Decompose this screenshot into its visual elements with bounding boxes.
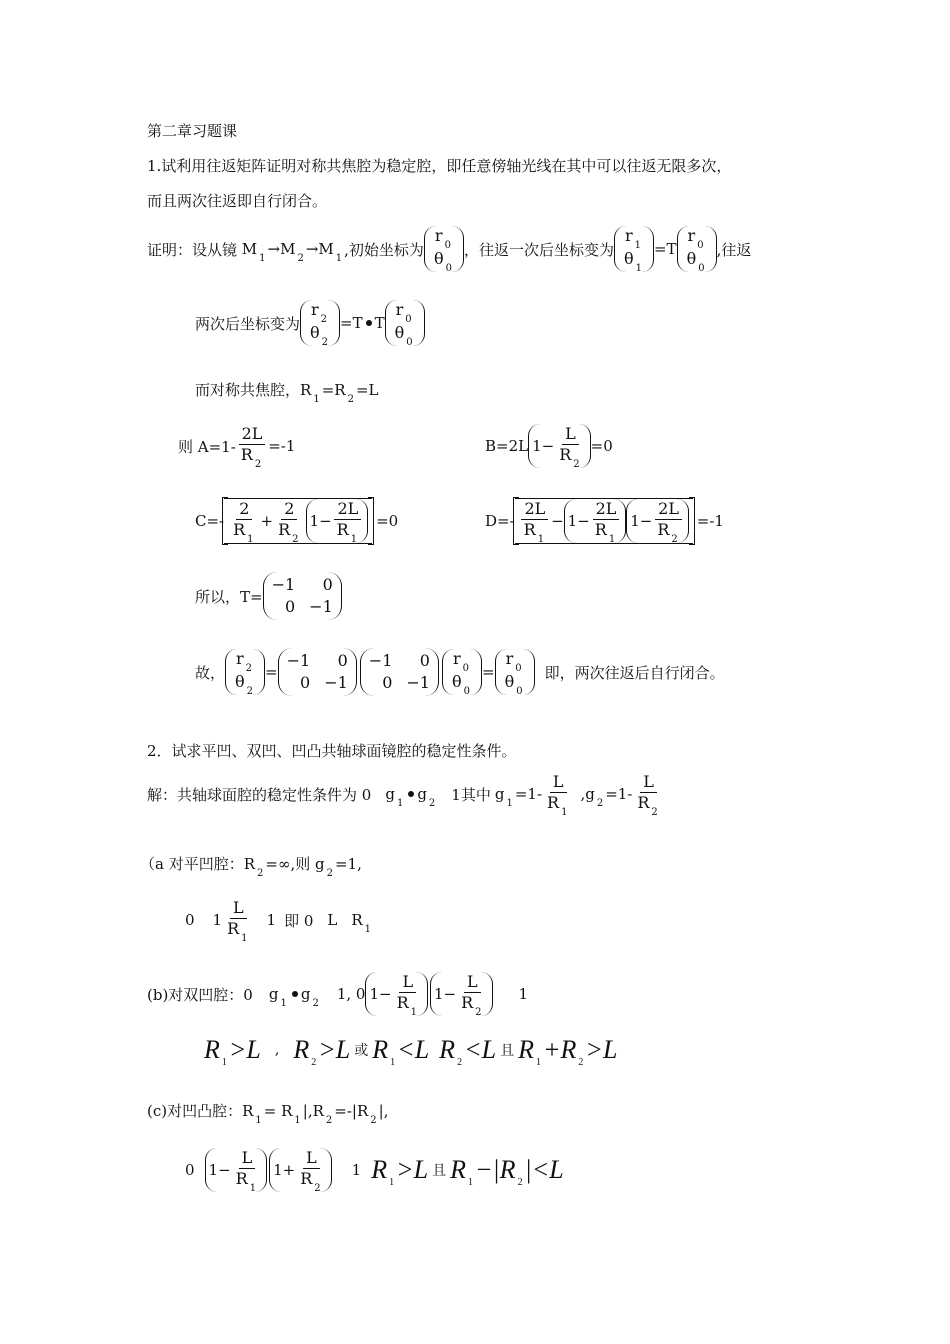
problem2-heading: 2．试求平凹、双凹、凹凸共轴球面镜腔的稳定性条件。 (147, 742, 517, 760)
coord-text: ,初始坐标为 (344, 240, 424, 259)
T-matrix-line: 所以，T= −1 0 0 −1 (195, 572, 342, 620)
proof-line: 证明：设从镜 $M_1\to M_2\to M_1$ ,初始坐标为 $r_0$ $\theta_0$ ，往返一次后坐标变为 $r_1$ $\theta_1$ =T $r_0$ $\theta_0$ ,往返 (147, 226, 752, 274)
twice-prefix: ,往返 (716, 240, 752, 259)
case-c-inequality: 0 1− $\frac{L}{R_1}$ 1+ $\frac{L}{R_2}$ 1 R $_1$>L 且 R $_1$−|R $_2$|<L (185, 1148, 564, 1194)
twice-line: 两次后坐标变为 $r_2$ $\theta_2$ =T T $r_0$ $\theta_0$ (195, 300, 425, 346)
case-b-conditions: R $_1$>L , R $_2$>L 或 R $_1$<L R $_2$<L 且 R $_1$+R $_2$>L (204, 1035, 618, 1068)
case-a-inequality: 0 1 $\frac{L}{R_1}$ 1 即 0 L $R_1$ (185, 898, 372, 944)
T-matrix: −1 0 0 −1 (263, 572, 342, 620)
D-equation: D=- $\frac{2L}{R_1}$ − 1− $\frac{2L}{R_1}$ 1− $\frac{2L}{R_2}$ =-1 (485, 499, 724, 545)
page-title: 第二章习题课 (147, 122, 238, 140)
once-vector: $r_1$ $\theta_1$ (614, 226, 654, 272)
once-text: ，往返一次后坐标变为 (463, 240, 614, 259)
problem1-line2: 而且两次往返即自行闭合。 (147, 192, 328, 210)
case-b: (b)对双凹腔：0 $g_1$ $g_2$ 1, 0 1− $\frac{L}{R_1}$ 1− $\frac{L}{R_2}$ 1 (147, 972, 529, 1018)
stability-condition: 解：共轴球面腔的稳定性条件为 0 $g_1$ $g_2$ 1其中 $g_1=1-$ $\frac{L}{R_1}$ $,g_2=1-$ $\frac{L}{R_2}$ (147, 772, 658, 818)
B-equation: B=2L 1− $\frac{L}{R_2}$ =0 (485, 424, 613, 470)
initial-vector: $r_0$ $\theta_0$ (424, 226, 464, 272)
initial-vector-2: $r_0$ $\theta_0$ (677, 226, 717, 272)
C-equation: C=- $\frac{2}{R_1}$ + $\frac{2}{R_2}$ 1− $\frac{2L}{R_1}$ =0 (195, 499, 399, 545)
proof-prefix: 证明：设从镜 (147, 240, 238, 259)
mirror-path: $M_1\to M_2\to M_1$ (237, 240, 343, 264)
twice-text: 两次后坐标变为 (195, 314, 301, 333)
A-equation: 则 A=1- $\frac{2L}{R_2}$ =-1 (178, 424, 296, 470)
conclusion-line: 故， $r_2$ $\theta_2$ = −1 0 0 −1 −1 0 0 −1 $r_0$ $\theta_0$ = $r_0$ $\theta_0$ 即，两次往返后自行闭合。 (195, 649, 725, 697)
problem1-line1: 1.试利用往返矩阵证明对称共焦腔为稳定腔，即任意傍轴光线在其中可以往返无限多次， (147, 157, 732, 175)
case-a: （a 对平凹腔：$R_2=\infty$,则 $g_2=1$, (140, 855, 362, 879)
confocal-line: 而对称共焦腔，$R_1=R_2=L$ (195, 381, 379, 405)
case-c: (c)对凹凸腔：$R_1= R_1|,R_2=-|R_2|$, (147, 1102, 389, 1126)
